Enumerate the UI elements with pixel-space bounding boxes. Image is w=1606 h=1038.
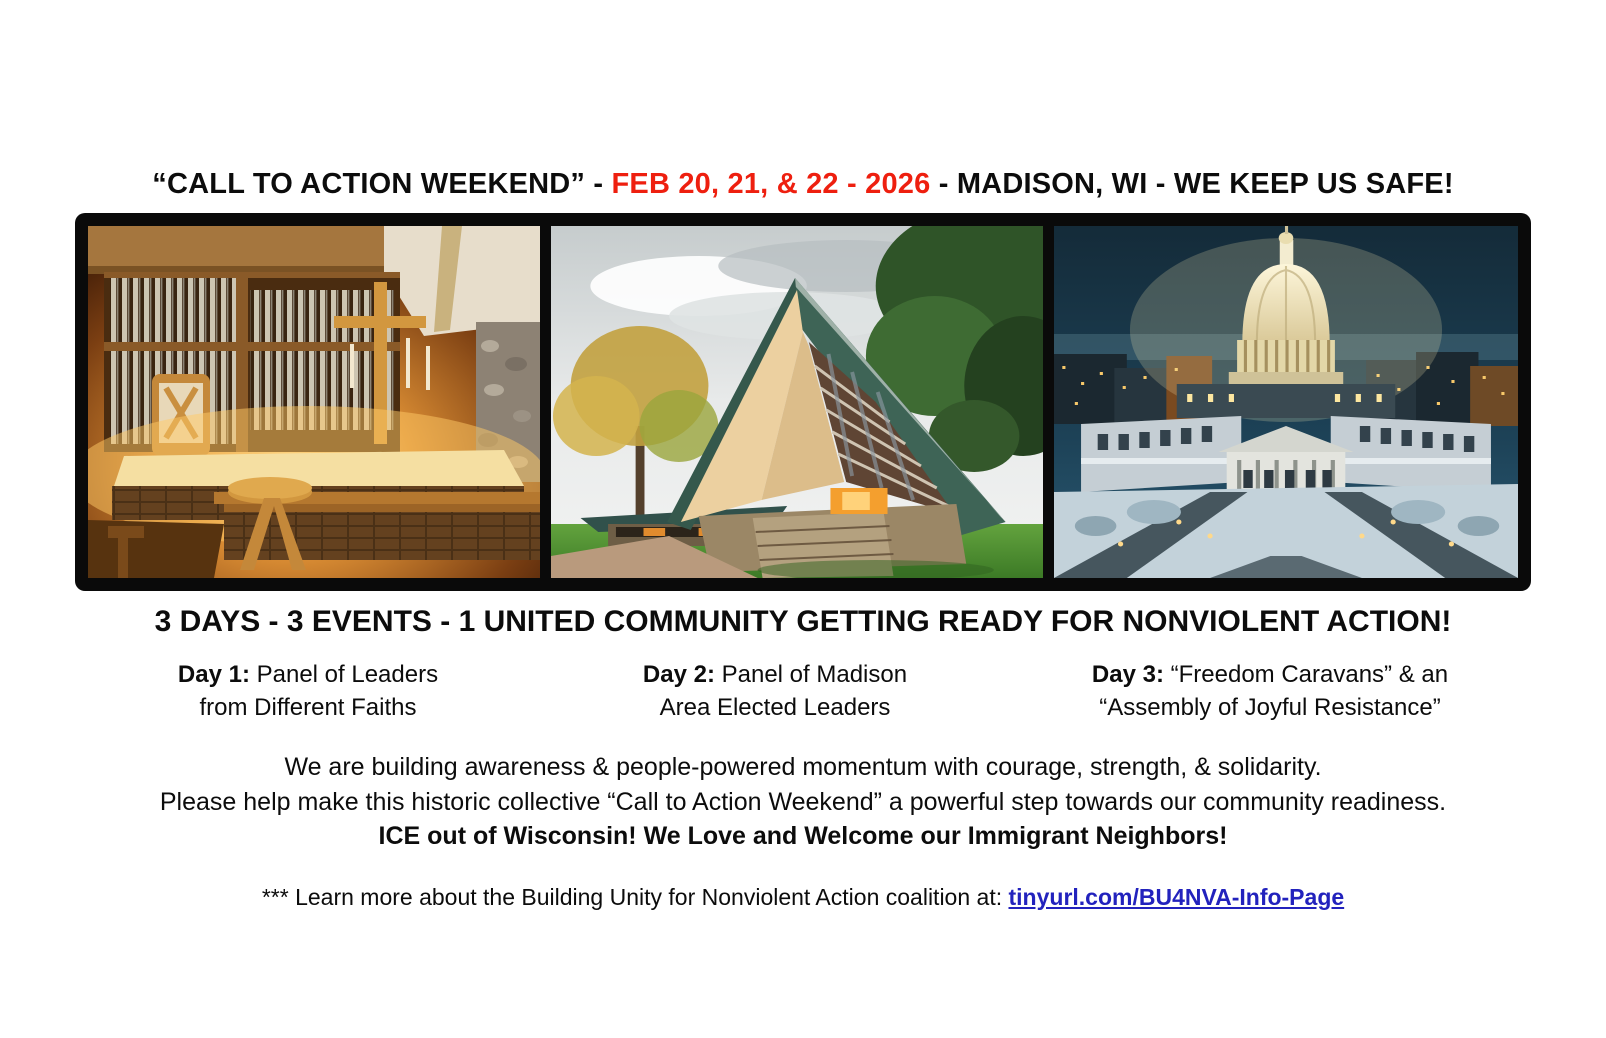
- message-line-1: We are building awareness & people-powered momentum with courage, strength, & solidarity.: [284, 753, 1322, 782]
- headline-banner: 3 DAYS - 3 EVENTS - 1 UNITED COMMUNITY GETTING READY FOR NONVIOLENT ACTION!: [154, 605, 1452, 638]
- meeting-house-illustration: [551, 226, 1043, 578]
- day-2-item: [616, 659, 934, 724]
- message-line-2: Please help make this historic collective “Call to Action Weekend” a powerful step towards our community readiness.: [159, 787, 1447, 816]
- day-2-label: Day 2:: [642, 661, 715, 688]
- info-link[interactable]: tinyurl.com/BU4NVA-Info-Page: [1008, 883, 1345, 910]
- day-3-line1: “Freedom Caravans” & an: [1170, 661, 1449, 688]
- photo-strip-frame: [75, 213, 1531, 591]
- title-prefix: “CALL TO ACTION WEEKEND” -: [152, 168, 612, 200]
- day-columns: [0, 659, 1606, 724]
- day-2-line2: Area Elected Leaders: [659, 693, 891, 721]
- day-1-item: [0, 659, 616, 724]
- day-1-line1: Panel of Leaders: [256, 661, 439, 688]
- day-1-line2: from Different Faiths: [199, 693, 417, 721]
- footer-note: [0, 884, 1606, 911]
- day-2-line1: Panel of Madison: [721, 661, 908, 688]
- title-date-highlight: FEB 20, 21, & 22 - 2026: [611, 168, 931, 200]
- capitol-photo: [1054, 226, 1518, 578]
- day-3-label: Day 3:: [1091, 661, 1164, 688]
- church-interior-illustration: [88, 226, 540, 578]
- footer-text: *** Learn more about the Building Unity for Nonviolent Action coalition at:: [261, 883, 1009, 910]
- day-1-label: Day 1:: [177, 661, 250, 688]
- message-paragraph: [0, 750, 1606, 854]
- meeting-house-photo: [551, 226, 1043, 578]
- page-title: [0, 0, 1606, 201]
- day-3-line2: “Assembly of Joyful Resistance”: [1099, 693, 1441, 721]
- message-line-3: ICE out of Wisconsin! We Love and Welcome our Immigrant Neighbors!: [378, 822, 1228, 851]
- day-3-item: [934, 659, 1606, 724]
- title-suffix: - MADISON, WI - WE KEEP US SAFE!: [930, 168, 1454, 200]
- capitol-illustration: [1054, 226, 1518, 578]
- church-interior-photo: [88, 226, 540, 578]
